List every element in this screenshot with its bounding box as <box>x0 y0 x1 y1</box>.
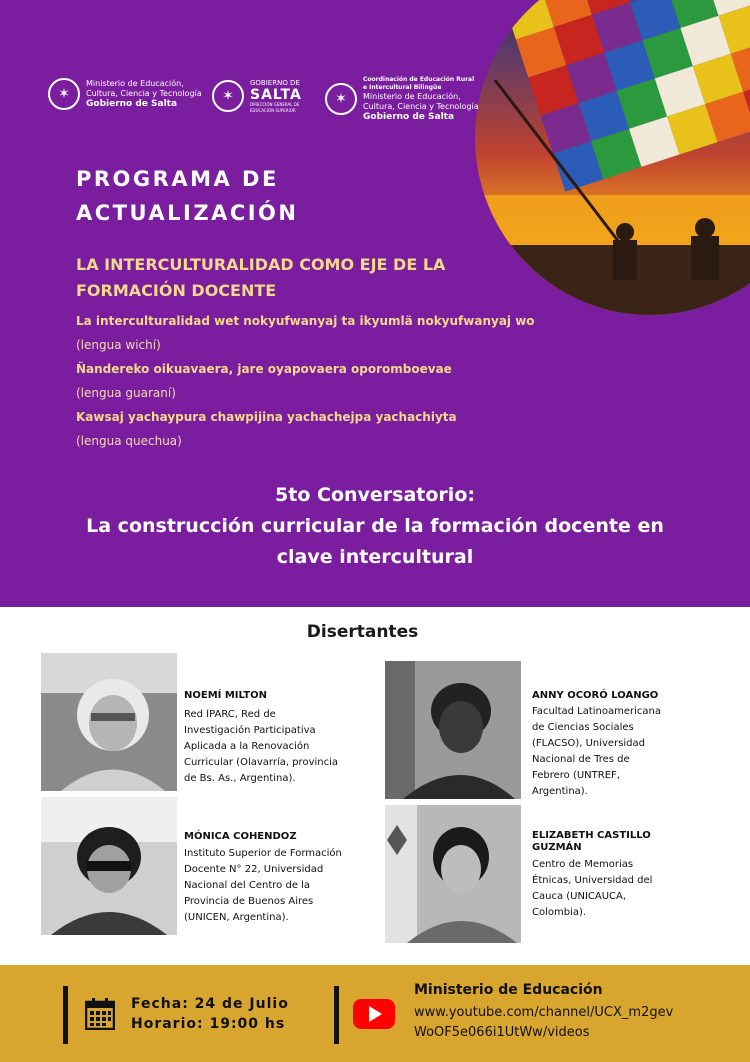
subtitle <box>76 252 516 304</box>
language-translations <box>76 309 596 453</box>
logo-ministerio <box>48 78 202 110</box>
language-name: (lengua quechua) <box>76 434 182 448</box>
speaker-affiliation <box>532 704 661 800</box>
affiliation-line: Red IPARC, Red de <box>184 709 276 720</box>
logo-text-line: Ministerio de Educación, <box>363 92 461 101</box>
affiliation-line: Instituto Superior de Formación <box>184 848 342 859</box>
event-date: Fecha: 24 de Julio <box>131 996 289 1012</box>
speaker-name-line: GUZMÁN <box>532 842 582 853</box>
conversatorio-title <box>0 480 750 573</box>
divider <box>334 986 339 1044</box>
wiphala-photo <box>475 0 750 315</box>
logo-text-line: Ministerio de Educación, <box>86 79 184 88</box>
affiliation-line: Nacional de Tres de <box>532 754 630 765</box>
logo-text-line: Cultura, Ciencia y Tecnología <box>363 102 479 111</box>
speaker-photo-cohendoz <box>41 797 177 935</box>
affiliation-line: Docente N° 22, Universidad <box>184 864 324 875</box>
speaker-photo-milton <box>41 653 177 791</box>
affiliation-line: Febrero (UNTREF, <box>532 770 620 781</box>
affiliation-line: Centro de Memorias <box>532 859 634 870</box>
speaker-affiliation <box>184 846 342 926</box>
affiliation-line: Provincia de Buenos Aires <box>184 896 314 907</box>
program-title <box>76 162 298 230</box>
conversatorio-line: La construcción curricular de la formación docente en <box>86 515 664 537</box>
speaker-name <box>532 830 651 854</box>
subtitle-line: FORMACIÓN DOCENTE <box>76 281 277 300</box>
program-title-line: PROGRAMA DE <box>76 167 279 191</box>
conversatorio-line: 5to Conversatorio: <box>275 484 475 506</box>
subtitle-line: LA INTERCULTURALIDAD COMO EJE DE LA <box>76 255 446 274</box>
seal-icon: ✶ <box>212 80 244 112</box>
affiliation-line: de Bs. As., Argentina). <box>184 773 296 784</box>
logo-text-line: Gobierno de Salta <box>86 99 178 109</box>
disertantes-heading: Disertantes <box>306 622 419 642</box>
logo-text-line: SALTA <box>250 87 302 103</box>
affiliation-line: de Ciencias Sociales <box>532 722 634 733</box>
affiliation-line: (UNICEN, Argentina). <box>184 912 289 923</box>
conversatorio-line: clave intercultural <box>276 546 474 568</box>
affiliation-line: Cauca (UNICAUCA, <box>532 891 627 902</box>
program-title-line: ACTUALIZACIÓN <box>76 201 299 225</box>
divider <box>63 986 68 1044</box>
logo-text-line: EDUCACIÓN SUPERIOR <box>250 108 296 113</box>
youtube-icon[interactable] <box>353 999 395 1029</box>
calendar-icon <box>85 998 115 1030</box>
affiliation-line: Curricular (Olavarría, provincia <box>184 757 339 768</box>
speaker-name: MÓNICA COHENDOZ <box>184 831 297 842</box>
logo-text-line: e Intercultural Bilingüe <box>363 84 442 91</box>
channel-name: Ministerio de Educación <box>414 982 603 998</box>
speaker-affiliation <box>184 707 338 787</box>
seal-icon: ✶ <box>48 78 80 110</box>
logo-gobierno-salta <box>212 78 302 114</box>
language-name: (lengua guaraní) <box>76 386 176 400</box>
translation-text: Kawsaj yachaypura chawpijina yachachejpa yachachiyta <box>76 410 457 424</box>
logo-text-line: DIRECCIÓN GENERAL DE <box>250 102 300 107</box>
speaker-photo-ocoro <box>385 661 521 799</box>
speaker-name: NOEMÍ MILTON <box>184 690 267 701</box>
affiliation-line: Colombia). <box>532 907 587 918</box>
speaker-name-line: ELIZABETH CASTILLO <box>532 830 651 841</box>
event-time: Horario: 19:00 hs <box>131 1016 286 1032</box>
affiliation-line: Facultad Latinoamericana <box>532 706 662 717</box>
language-name: (lengua wichí) <box>76 338 161 352</box>
youtube-url[interactable]: WoOF5e066i1UtWw/videos <box>414 1025 590 1040</box>
youtube-url[interactable]: www.youtube.com/channel/UCX_m2gev <box>414 1005 674 1020</box>
speaker-name: ANNY OCORÓ LOANGO <box>532 690 659 701</box>
speaker-photo-castillo <box>385 805 521 943</box>
speaker-affiliation <box>532 857 652 921</box>
logo-text-line: GOBIERNO DE <box>250 79 300 87</box>
affiliation-line: Étnicas, Universidad del <box>532 875 653 886</box>
translation-text: La interculturalidad wet nokyufwanyaj ta ikyumlä nokyufwanyaj wo <box>76 314 535 328</box>
footer <box>0 965 750 1062</box>
affiliation-line: Aplicada a la Renovación <box>184 741 310 752</box>
logo-coordinacion <box>325 76 479 122</box>
translation-text: Ñandereko oikuavaera, jare oyapovaera oporomboevae <box>76 362 452 376</box>
logo-text-line: Gobierno de Salta <box>363 112 455 122</box>
logo-text-line: Coordinación de Educación Rural <box>363 76 475 83</box>
seal-icon: ✶ <box>325 83 357 115</box>
logo-text-line: Cultura, Ciencia y Tecnología <box>86 89 202 98</box>
affiliation-line: Nacional del Centro de la <box>184 880 311 891</box>
affiliation-line: Investigación Participativa <box>184 725 316 736</box>
affiliation-line: Argentina). <box>532 786 588 797</box>
affiliation-line: (FLACSO), Universidad <box>532 738 646 749</box>
